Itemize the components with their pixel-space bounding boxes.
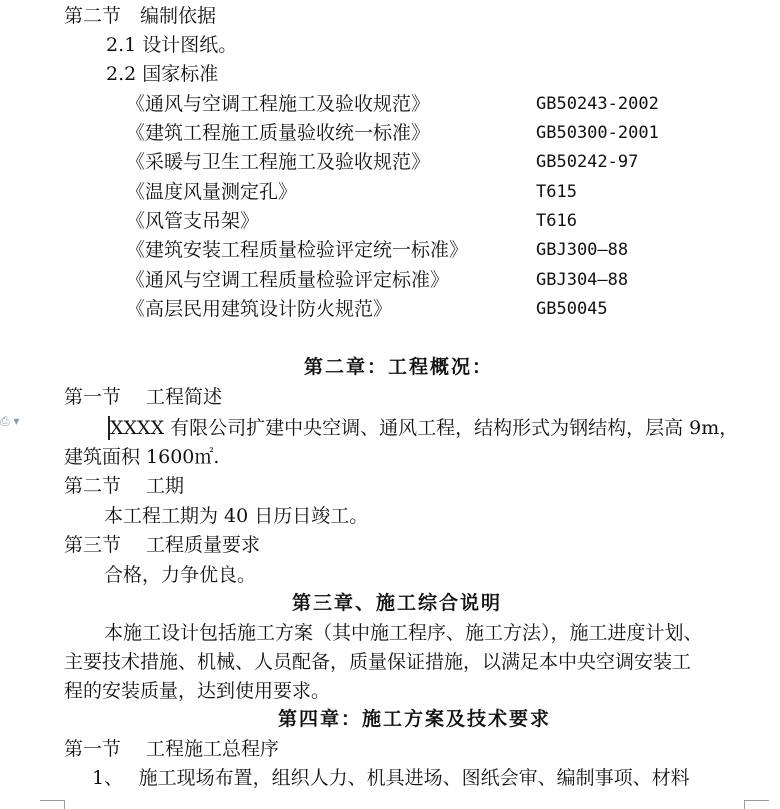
chapter-4-section-1-heading: 第一节 工程施工总程序 [64,738,280,760]
standard-title: 《建筑安装工程质量检验评定统一标准》 [126,239,469,261]
standard-code: GB50243-2002 [536,94,659,114]
chapter-4-list-item-1: 1、 施工现场布置，组织人力、机具进场、图纸会审、编制事项、材料 [92,767,690,789]
paragraph-marker-icon[interactable]: ⎙ ▾ [0,414,20,428]
basis-item-drawings: 2.1 设计图纸。 [106,34,238,56]
chapter-3-paragraph-line-3: 程的安装质量，达到使用要求。 [64,680,331,702]
standard-title: 《通风与空调工程施工及验收规范》 [126,93,431,115]
basis-item-standards: 2.2 国家标准 [106,63,219,85]
chapter-3-title: 第三章、施工综合说明 [292,592,503,614]
chapter-4-title: 第四章：施工方案及技术要求 [278,708,552,730]
section-heading-basis: 第二节 编制依据 [64,5,217,27]
chapter-2-title: 第二章：工程概况： [304,356,494,378]
standard-code: GBJ300—88 [536,240,629,260]
chapter-3-paragraph-line-1: 本施工设计包括施工方案（其中施工程序、施工方法），施工进度计划、 [104,622,703,644]
standard-title: 《高层民用建筑设计防火规范》 [126,298,393,320]
chapter-3-paragraph-line-2: 主要技术措施、机械、人员配备，质量保证措施，以满足本中央空调安装工 [64,651,692,673]
chapter-2-section-2-heading: 第二节 工期 [64,475,185,497]
standard-title: 《温度风量测定孔》 [126,181,298,203]
standard-title: 《建筑工程施工质量验收统一标准》 [126,122,431,144]
standard-title: 《采暖与卫生工程施工及验收规范》 [126,151,431,173]
chapter-2-section-3-heading: 第三节 工程质量要求 [64,534,261,556]
chapter-2-section-1-heading: 第一节 工程简述 [64,386,223,408]
standard-code: T615 [536,182,577,202]
standard-title: 《通风与空调工程质量检验评定标准》 [126,269,450,291]
standard-code: GBJ304—88 [536,270,629,290]
overview-paragraph-line-2: 建筑面积 1600㎡. [64,446,220,468]
overview-paragraph-line-1: XXXX 有限公司扩建中央空调、通风工程，结构形式为钢结构，层高 9m， [110,417,739,439]
standard-title: 《风管支吊架》 [126,210,260,232]
standard-code: GB50045 [536,299,608,319]
standard-code: T616 [536,211,577,231]
standard-code: GB50300-2001 [536,123,659,143]
schedule-text: 本工程工期为 40 日历日竣工。 [104,505,369,527]
standard-code: GB50242-97 [536,152,639,172]
quality-text: 合格，力争优良。 [104,564,257,586]
